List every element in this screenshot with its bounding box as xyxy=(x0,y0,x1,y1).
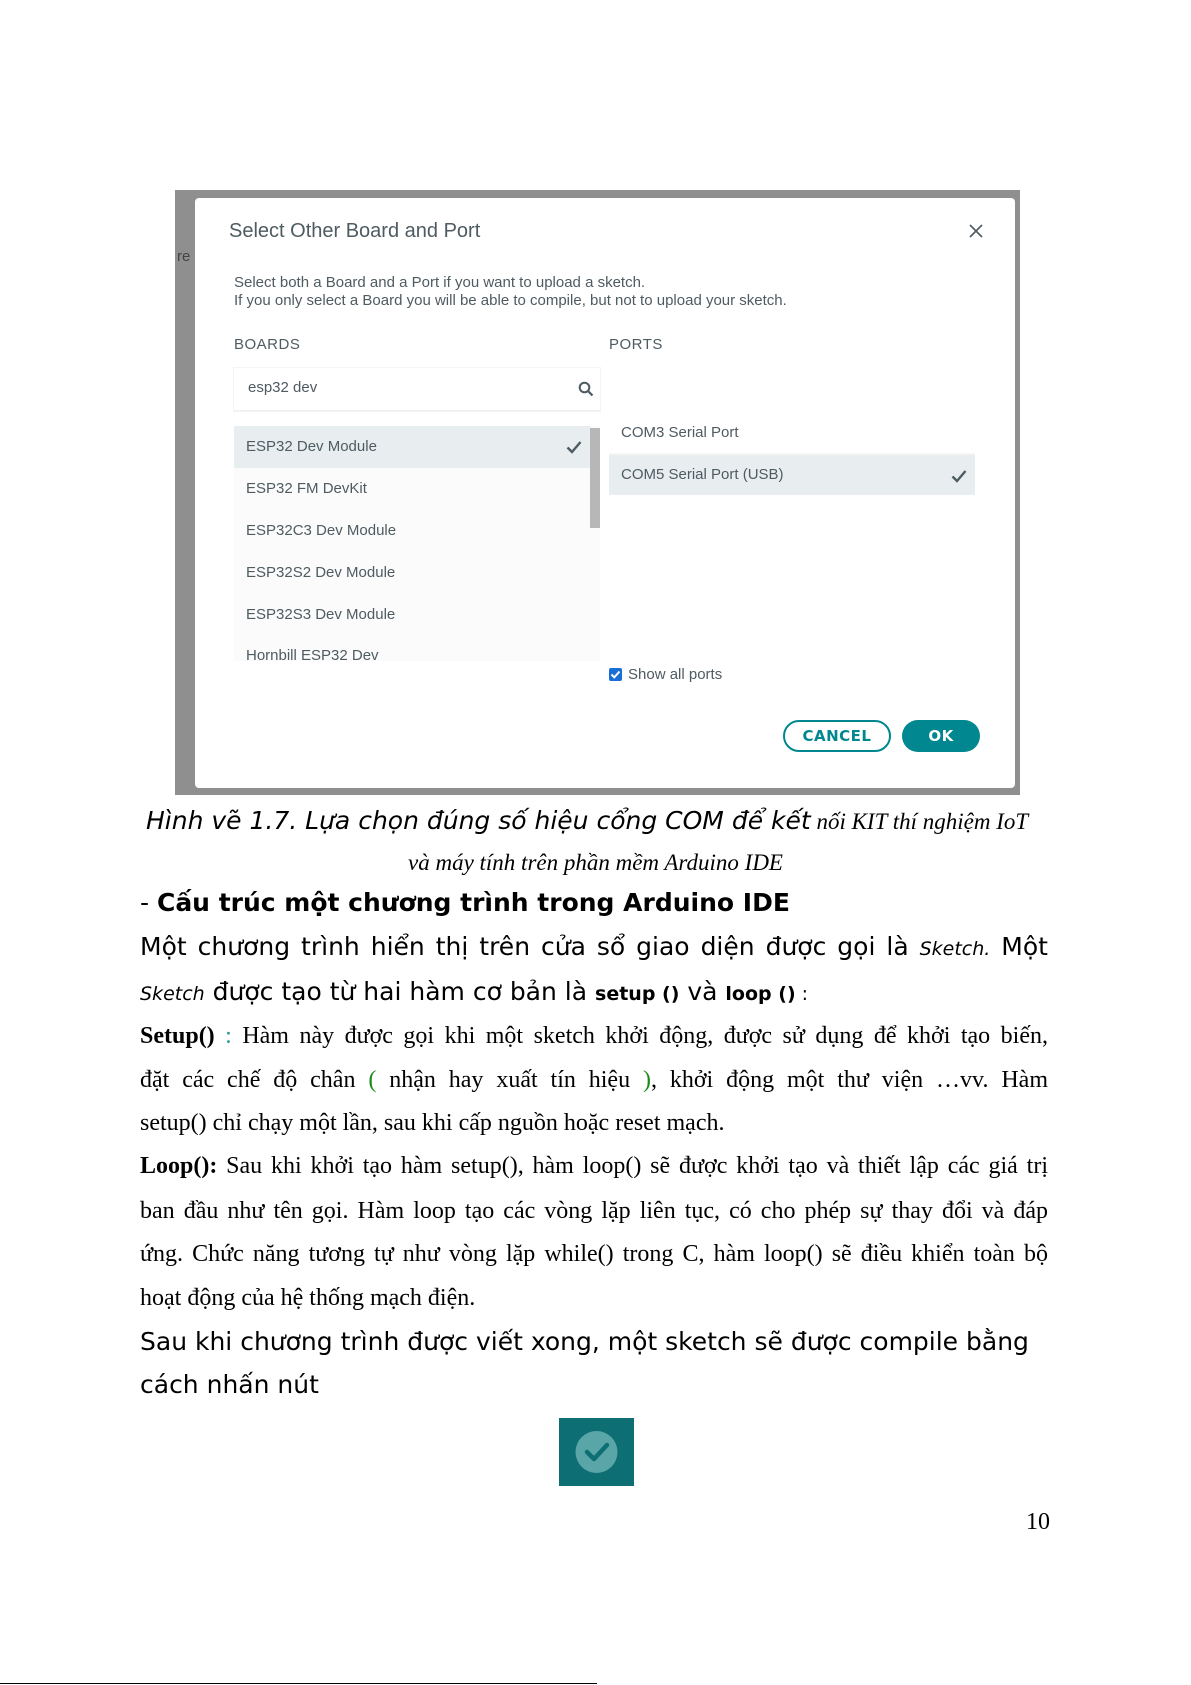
caption-part-1: Hình vẽ 1.7. Lựa chọn đúng số hiệu cổng COM để kết xyxy=(146,806,811,835)
page-number: 10 xyxy=(1026,1509,1050,1535)
port-item[interactable] xyxy=(609,413,975,453)
ports-label: PORTS xyxy=(609,336,663,353)
loop-line-4: hoạt động của hệ thống mạch điện. xyxy=(140,1285,476,1311)
setup-term: setup () xyxy=(595,983,680,1005)
check-circle-icon xyxy=(559,1418,634,1486)
paren: ) xyxy=(642,1067,651,1093)
port-item[interactable] xyxy=(609,455,975,495)
board-item[interactable] xyxy=(234,635,590,661)
description-line-2: If you only select a Board you will be able to compile, but not to upload your sketch. xyxy=(234,292,787,309)
ports-empty-area xyxy=(609,495,975,649)
boards-label: BOARDS xyxy=(234,336,301,353)
setup-line-1 xyxy=(140,1023,1048,1050)
select-board-dialog xyxy=(195,198,1015,788)
paren: ( xyxy=(368,1067,377,1093)
board-item[interactable] xyxy=(234,426,590,468)
intro-text: Một chương trình hiển thị trên cửa sổ giao diện được gọi là xyxy=(140,932,920,961)
footer-divider xyxy=(0,1683,597,1684)
board-label: ESP32C3 Dev Module xyxy=(246,522,397,539)
intro-line-2 xyxy=(140,977,1048,1006)
compile-line-1: Sau khi chương trình được viết xong, một sketch sẽ được compile bằng xyxy=(140,1327,1029,1356)
board-search[interactable] xyxy=(234,368,600,411)
setup-text: , khởi động một thư viện …vv. Hàm xyxy=(650,1067,1048,1093)
setup-heading: Setup() xyxy=(140,1023,215,1049)
heading-dash: - xyxy=(140,888,157,917)
figure-caption xyxy=(146,806,1046,835)
setup-text: nhận hay xuất tín hiệu xyxy=(376,1067,643,1093)
setup-text: đặt các chế độ chân xyxy=(140,1067,369,1093)
close-icon[interactable] xyxy=(967,222,985,240)
show-all-ports-label: Show all ports xyxy=(628,666,723,683)
board-label: Hornbill ESP32 Dev xyxy=(246,647,379,661)
intro-line-1 xyxy=(140,932,1048,961)
board-label: ESP32 Dev Module xyxy=(246,438,377,455)
setup-line-2 xyxy=(140,1067,1048,1094)
board-label: ESP32S2 Dev Module xyxy=(246,564,396,581)
verify-button-image xyxy=(559,1418,634,1486)
checkmark-icon xyxy=(609,668,622,681)
sketch-term: Sketch. xyxy=(919,938,991,960)
loop-line-1 xyxy=(140,1153,1048,1180)
dialog-title: Select Other Board and Port xyxy=(229,220,481,242)
loop-term: loop () xyxy=(725,983,796,1005)
board-label: ESP32S3 Dev Module xyxy=(246,606,396,623)
loop-heading: Loop(): xyxy=(140,1153,218,1179)
loop-line-3: ứng. Chức năng tương tự như vòng lặp while() trong C, hàm loop() sẽ điều khiển toàn bộ xyxy=(140,1241,1048,1267)
figure-screenshot xyxy=(175,190,1020,795)
loop-text: Sau khi khởi tạo hàm setup(), hàm loop() sẽ được khởi tạo và thiết lập các giá trị xyxy=(217,1153,1048,1179)
figure-caption-line-2: và máy tính trên phần mềm Arduino IDE xyxy=(408,850,783,875)
sketch-term: Sketch xyxy=(140,983,205,1005)
ports-list[interactable] xyxy=(609,413,975,649)
port-label: COM5 Serial Port (USB) xyxy=(621,466,784,483)
cut-off-text: re xyxy=(177,248,191,265)
intro-text: Một xyxy=(990,932,1048,961)
intro-text: được tạo từ hai hàm cơ bản là xyxy=(204,977,596,1006)
caption-part-2: nối KIT thí nghiệm IoT xyxy=(810,809,1029,834)
board-label: ESP32 FM DevKit xyxy=(246,480,367,497)
boards-list[interactable] xyxy=(234,426,600,661)
section-heading xyxy=(140,888,790,917)
boards-scrollbar[interactable] xyxy=(590,428,600,528)
board-item[interactable] xyxy=(234,552,590,594)
search-icon xyxy=(578,381,594,397)
port-label: COM3 Serial Port xyxy=(621,424,739,441)
cancel-button[interactable]: CANCEL xyxy=(783,720,891,752)
dialog-description xyxy=(234,274,787,310)
check-icon xyxy=(951,469,967,483)
board-search-input[interactable] xyxy=(246,378,570,397)
intro-text: : xyxy=(795,983,809,1005)
board-item[interactable] xyxy=(234,468,590,510)
show-all-ports-checkbox[interactable] xyxy=(609,668,622,681)
board-item[interactable] xyxy=(234,510,590,552)
setup-line-3: setup() chỉ chạy một lần, sau khi cấp nguồn hoặc reset mạch. xyxy=(140,1110,725,1136)
heading-text: Cấu trúc một chương trình trong Arduino IDE xyxy=(156,888,790,917)
loop-line-2: ban đầu như tên gọi. Hàm loop tạo các vòng lặp liên tục, có cho phép sự thay đổi và đáp xyxy=(140,1198,1048,1224)
compile-line-2: cách nhấn nút xyxy=(140,1370,319,1399)
setup-text: Hàm này được gọi khi một sketch khởi động, được sử dụng để khởi tạo biến, xyxy=(231,1023,1048,1049)
setup-colon: : xyxy=(214,1023,232,1049)
intro-text: và xyxy=(679,977,726,1006)
description-line-1: Select both a Board and a Port if you want to upload a sketch. xyxy=(234,274,646,291)
board-item[interactable] xyxy=(234,594,590,636)
show-all-ports[interactable] xyxy=(609,666,722,683)
ok-button[interactable]: OK xyxy=(902,720,980,752)
check-icon xyxy=(566,440,582,454)
